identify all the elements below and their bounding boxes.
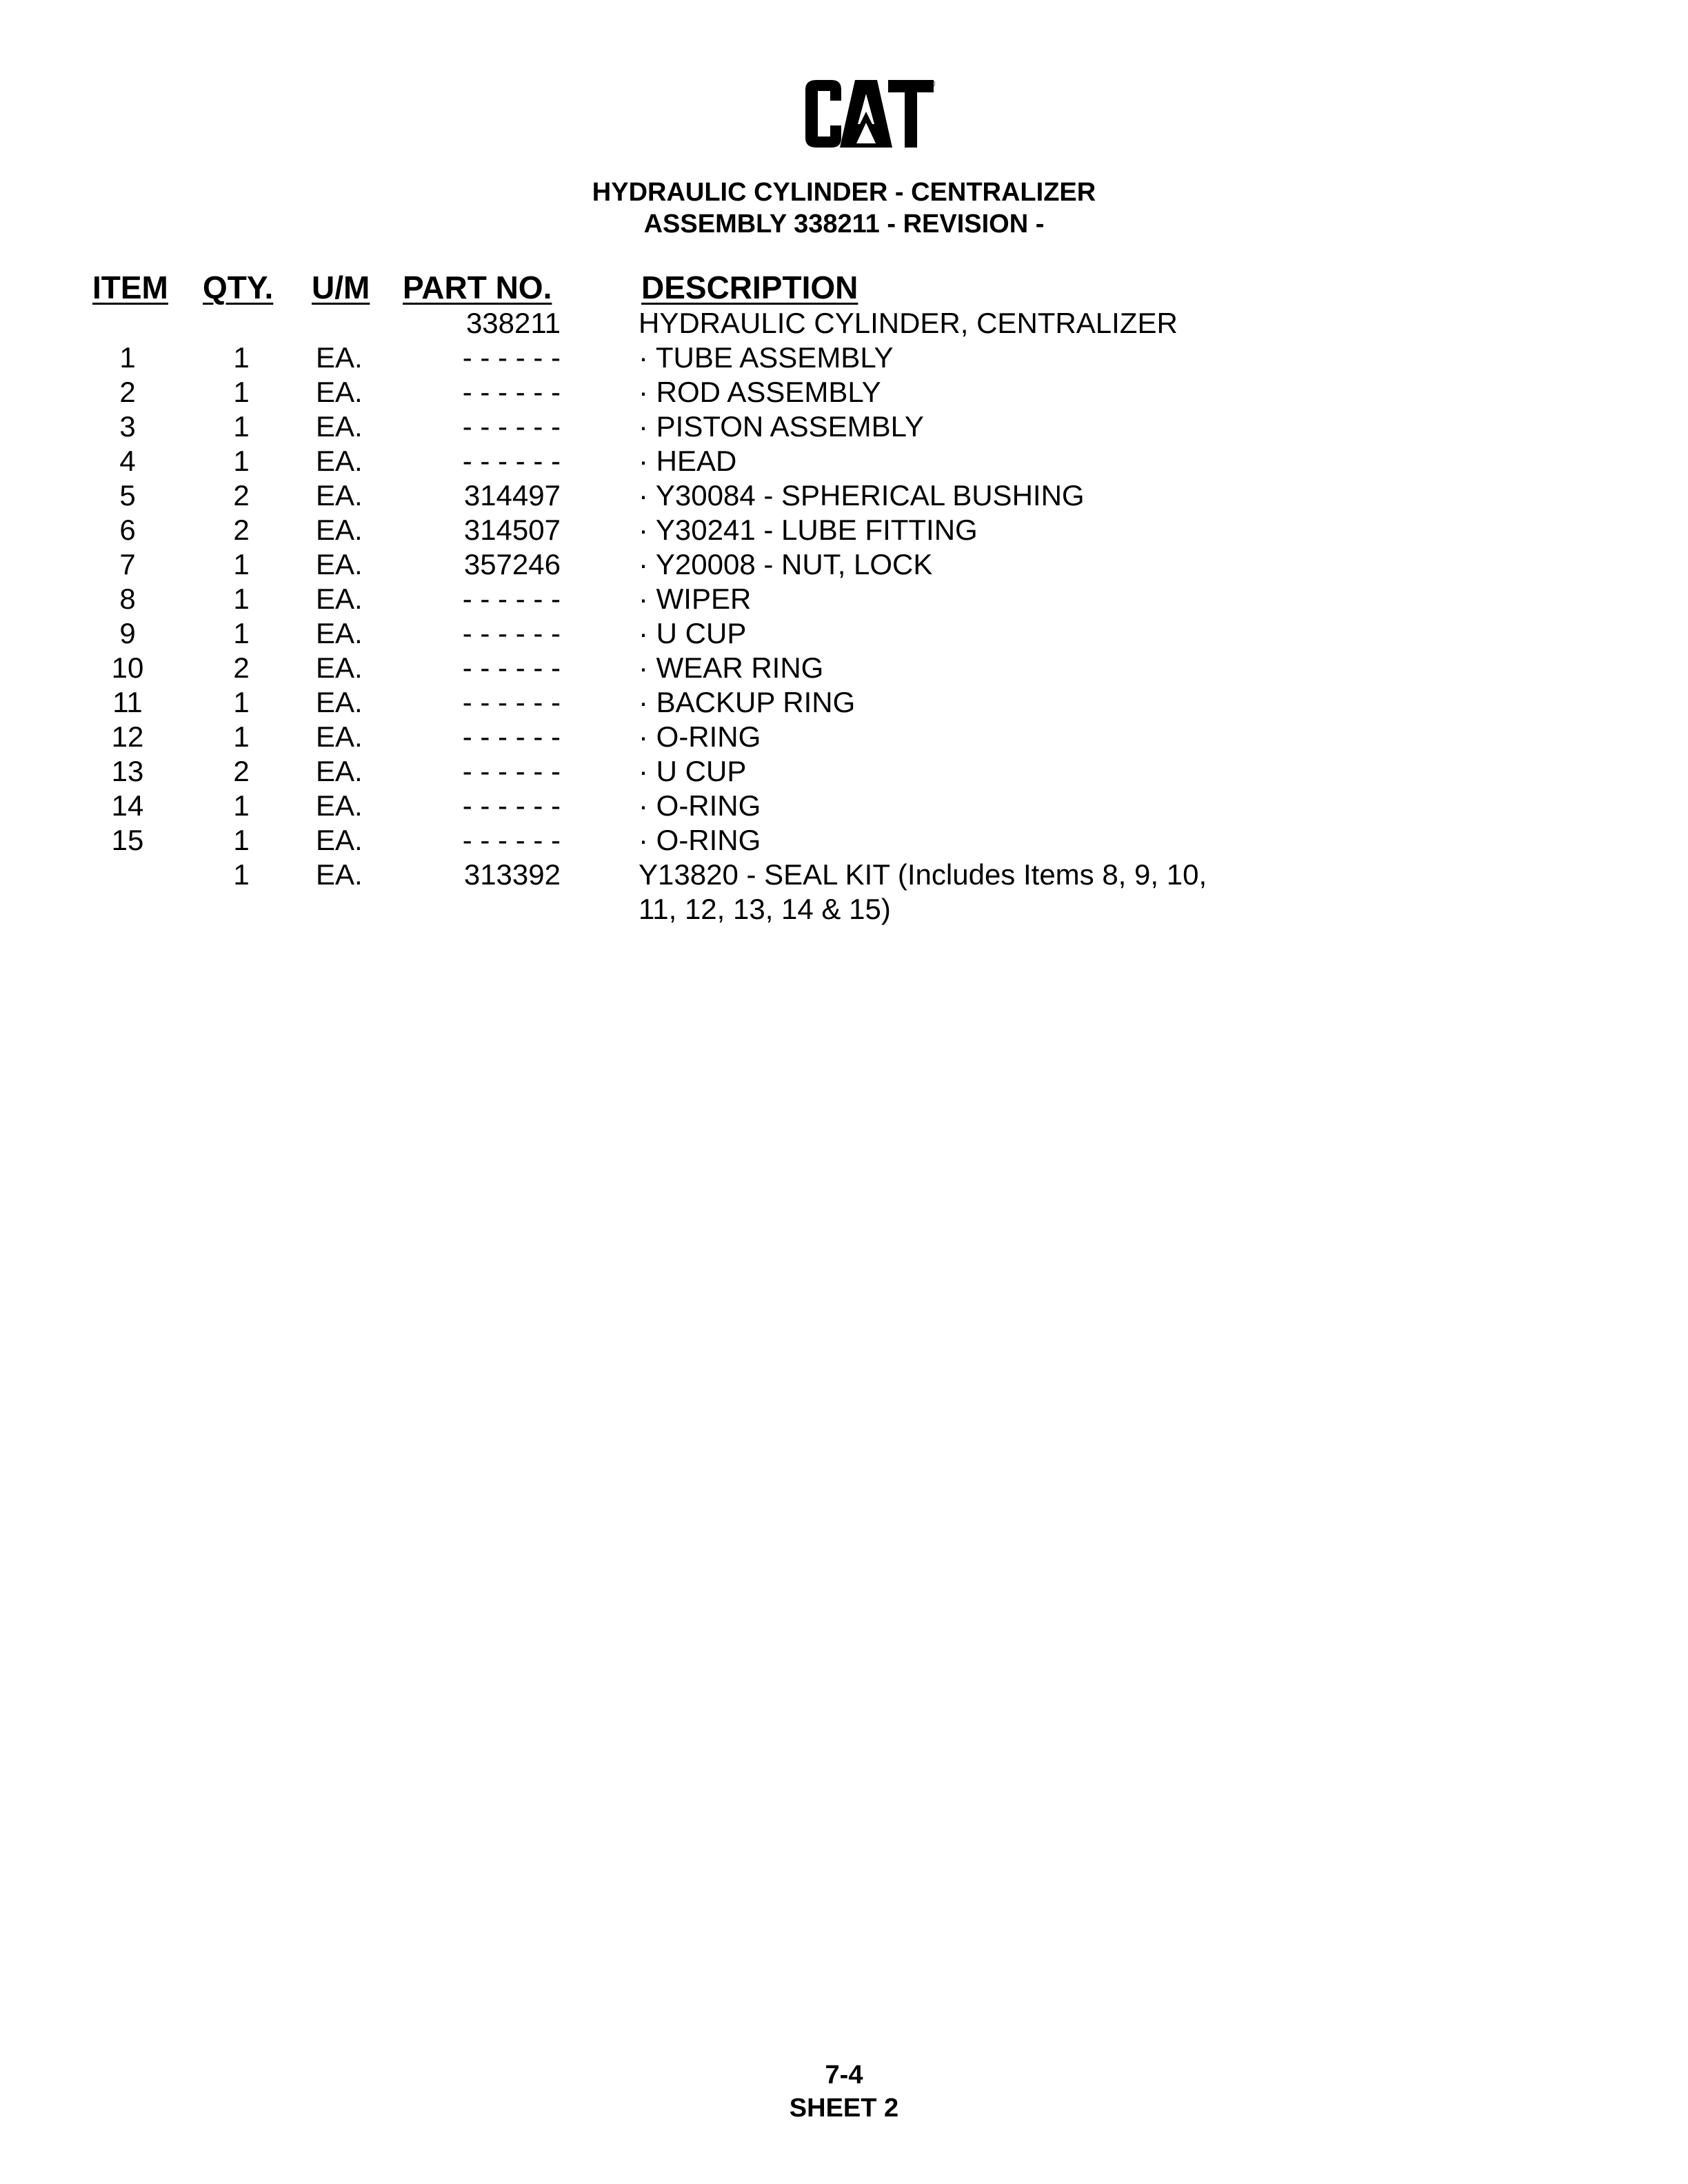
row-description: · Y30084 - SPHERICAL BUSHING [639,479,1085,512]
header-qty: QTY. [203,270,274,305]
row-part-no: - - - - - - [462,651,561,684]
row-qty: 1 [233,824,250,856]
row-qty: 1 [233,410,250,443]
row-part-no: - - - - - - [462,341,561,374]
row-part-no: - - - - - - [462,410,561,443]
row-qty: 2 [233,755,250,787]
row-item: 14 [111,789,144,822]
row-qty: 1 [233,548,250,580]
row-um: EA. [316,858,363,891]
row-item: 15 [111,824,144,856]
row-part-no: - - - - - - [462,755,561,787]
row-um: EA. [316,651,363,684]
row-item: 3 [119,410,136,443]
row-description: · BACKUP RING [639,686,856,718]
row-item: 8 [119,583,136,615]
row-qty: 1 [233,617,250,649]
row-qty: 1 [233,445,250,477]
row-part-no: - - - - - - [462,445,561,477]
row-qty: 1 [233,858,250,891]
row-item: 6 [119,514,136,546]
row-qty: 1 [233,376,250,408]
row-description: 11, 12, 13, 14 & 15) [639,893,891,925]
row-um: EA. [316,755,363,787]
row-description: HYDRAULIC CYLINDER, CENTRALIZER [639,307,1178,339]
page-number: 7-4 [825,2061,863,2090]
title-line-1: HYDRAULIC CYLINDER - CENTRALIZER [592,178,1096,207]
row-description: · O-RING [639,720,761,753]
row-part-no: 314507 [463,514,561,546]
row-item: 1 [119,341,136,374]
row-part-no: 314497 [463,479,561,512]
row-um: EA. [316,824,363,856]
header-item: ITEM [92,270,168,305]
row-description: · O-RING [639,789,761,822]
row-qty: 2 [233,651,250,684]
row-um: EA. [316,583,363,615]
row-part-no: - - - - - - [462,789,561,822]
row-part-no: - - - - - - [462,720,561,753]
row-um: EA. [316,617,363,649]
row-description: · TUBE ASSEMBLY [639,341,894,374]
row-um: EA. [316,548,363,580]
row-qty: 1 [233,583,250,615]
row-item: 7 [119,548,136,580]
row-part-no: 313392 [463,858,561,891]
row-description: · PISTON ASSEMBLY [639,410,924,443]
row-item: 13 [111,755,144,787]
row-part-no: 357246 [463,548,561,580]
page-footer [0,2059,1688,2125]
row-description: · O-RING [639,824,761,856]
header-part-no: PART NO. [403,270,552,305]
row-um: EA. [316,341,363,374]
row-item: 10 [111,651,144,684]
row-qty: 2 [233,479,250,512]
row-part-no: - - - - - - [462,824,561,856]
row-item: 4 [119,445,136,477]
row-description: · Y20008 - NUT, LOCK [639,548,933,580]
row-um: EA. [316,479,363,512]
row-item: 2 [119,376,136,408]
row-part-no: - - - - - - [462,376,561,408]
cat-logo-letter-t [888,80,934,148]
header-um: U/M [312,270,370,305]
row-item: 5 [119,479,136,512]
title-line-2: ASSEMBLY 338211 - REVISION - [643,210,1045,239]
row-part-no: - - - - - - [462,686,561,718]
cat-logo-letter-c [805,80,841,148]
document-title [0,176,1688,240]
row-um: EA. [316,514,363,546]
row-item: 9 [119,617,136,649]
header-description: DESCRIPTION [641,270,858,305]
row-qty: 1 [233,789,250,822]
row-description: · U CUP [639,755,747,787]
row-item: 11 [112,686,143,718]
row-description: · Y30241 - LUBE FITTING [639,514,978,546]
row-description: · ROD ASSEMBLY [639,376,881,408]
row-um: EA. [316,720,363,753]
row-um: EA. [316,686,363,718]
row-um: EA. [316,789,363,822]
registered-mark: ® [928,78,936,89]
row-description: Y13820 - SEAL KIT (Includes Items 8, 9, 10, [639,858,1207,891]
row-description: · HEAD [639,445,737,477]
cat-logo [800,77,938,153]
row-description: · WEAR RING [639,651,824,684]
row-item: 12 [111,720,144,753]
row-um: EA. [316,410,363,443]
row-part-no: - - - - - - [462,583,561,615]
sheet-number: SHEET 2 [789,2094,899,2123]
row-qty: 1 [233,341,250,374]
row-um: EA. [316,445,363,477]
row-description: · WIPER [639,583,752,615]
row-description: · U CUP [639,617,747,649]
row-qty: 1 [233,686,250,718]
row-qty: 2 [233,514,250,546]
row-part-no: - - - - - - [462,617,561,649]
row-qty: 1 [233,720,250,753]
row-um: EA. [316,376,363,408]
row-part-no: 338211 [465,307,561,339]
